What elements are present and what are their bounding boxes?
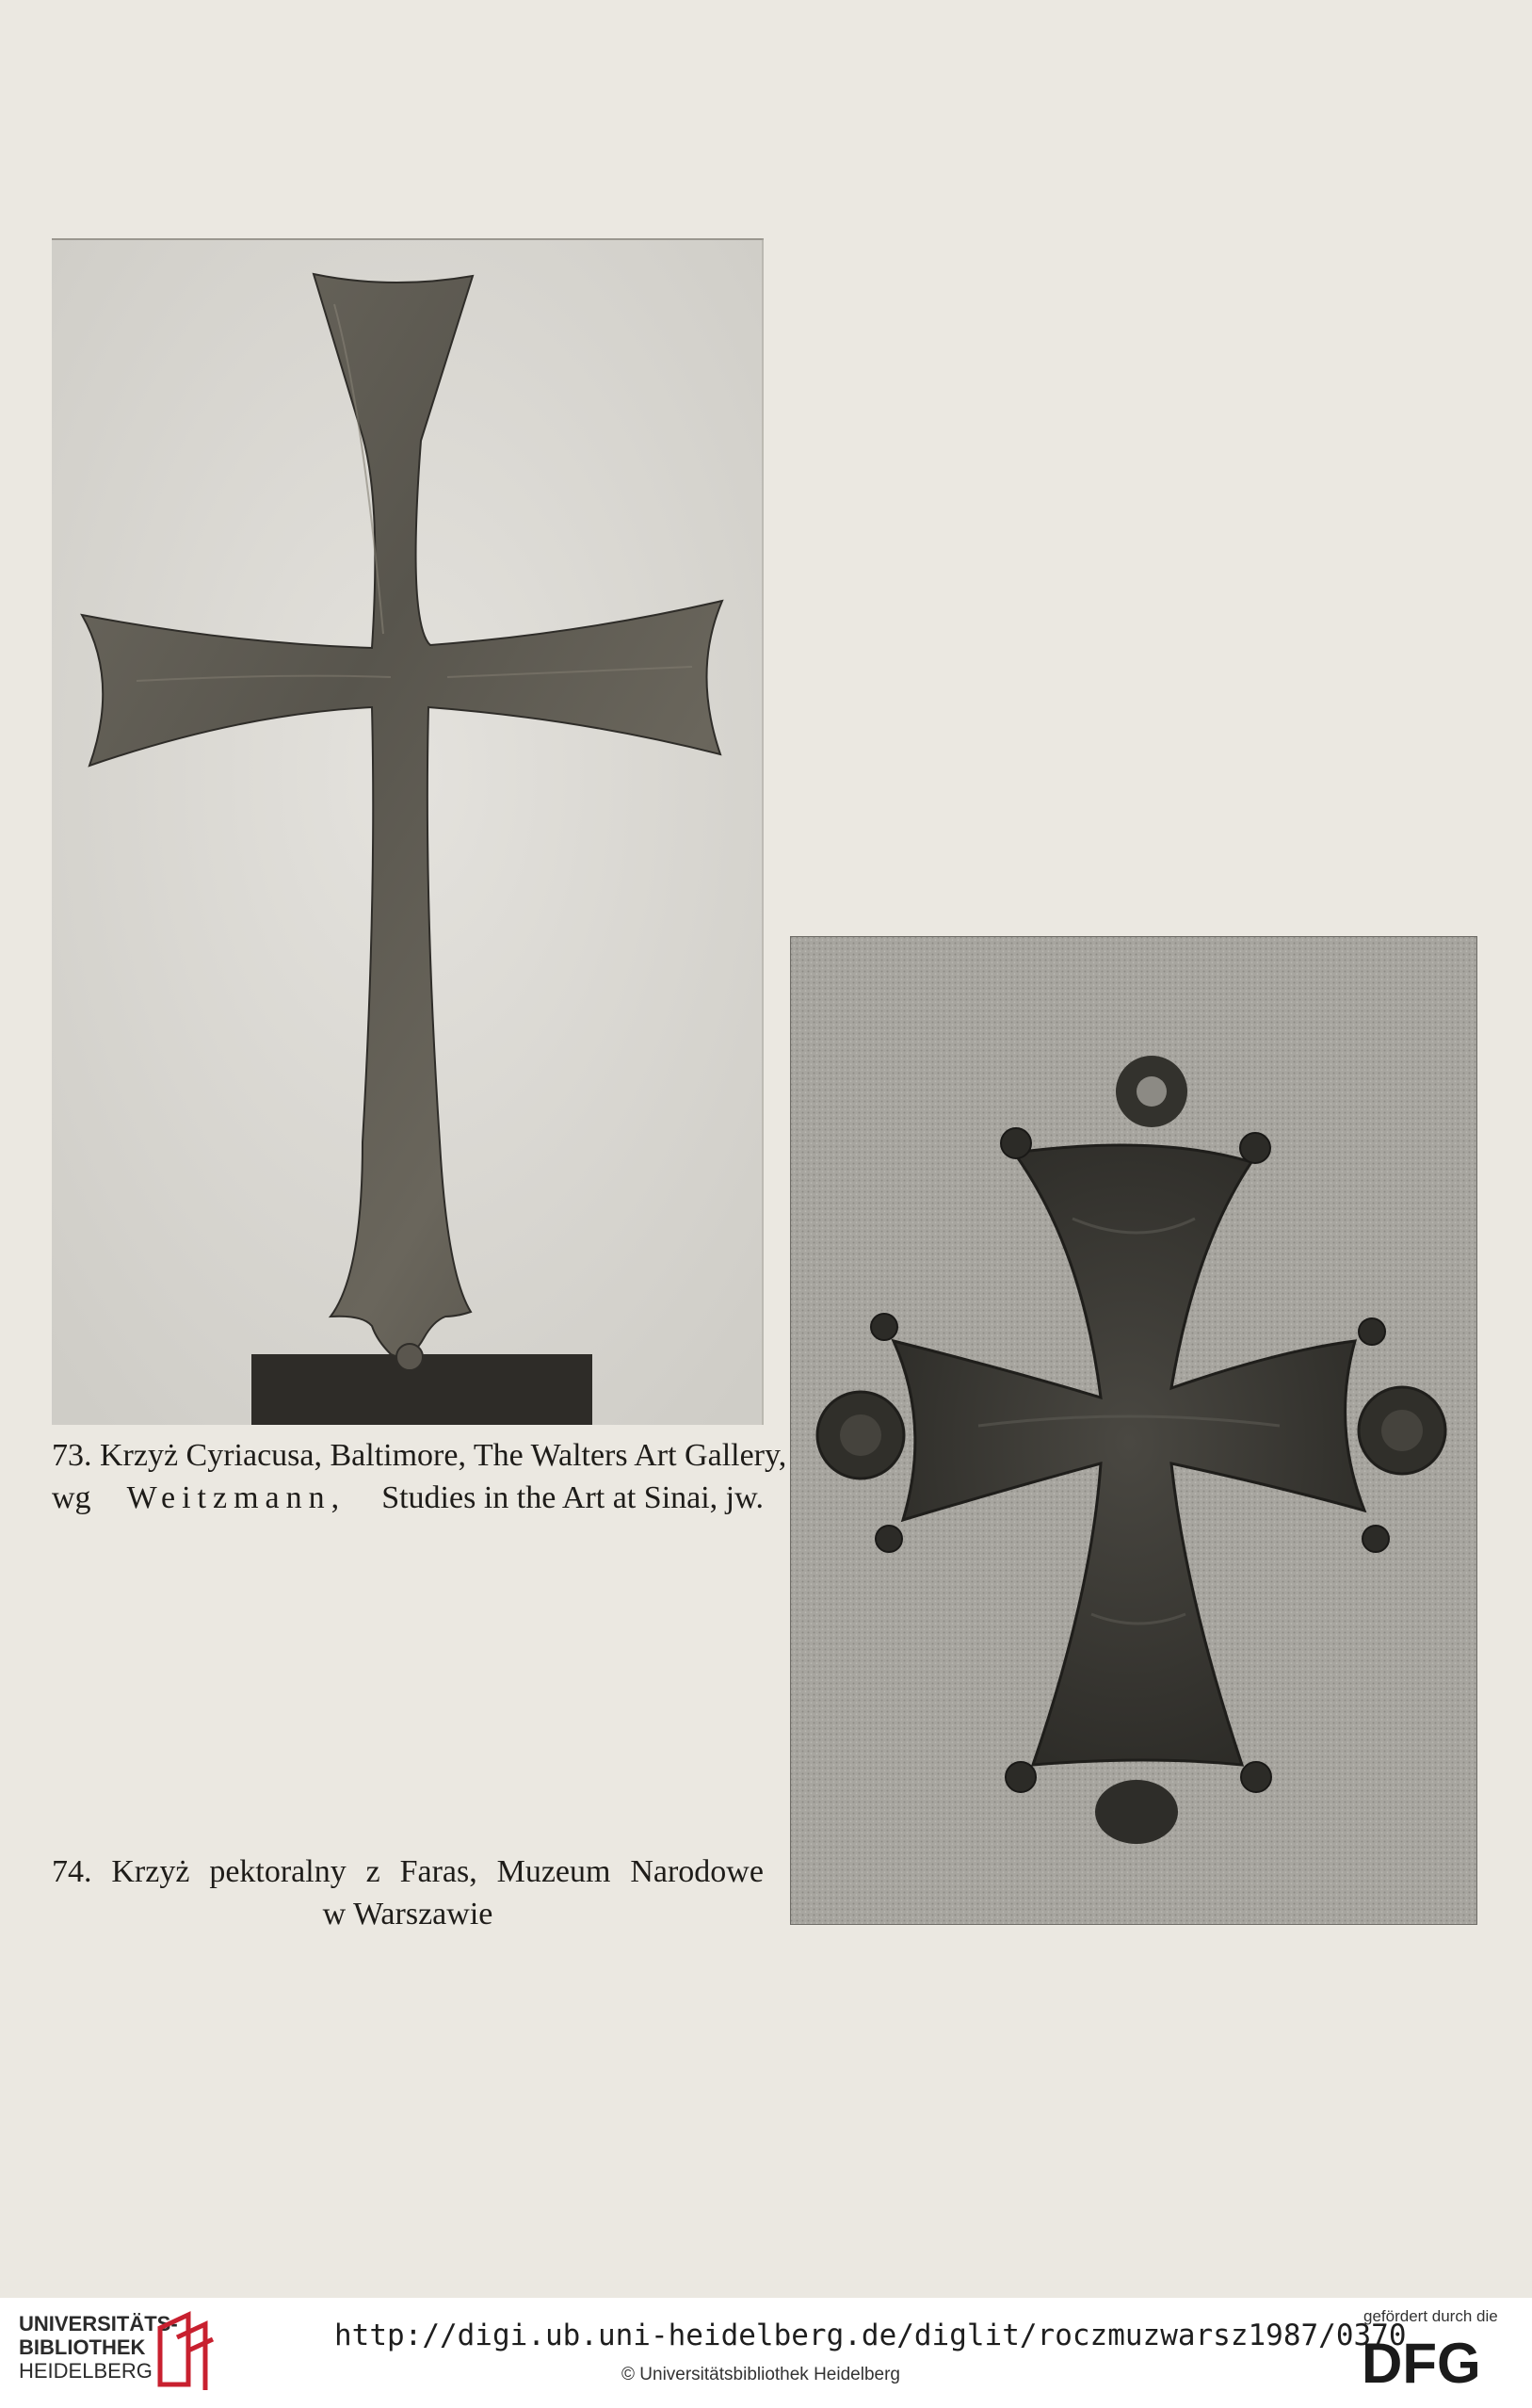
caption-74-word: Narodowe bbox=[630, 1854, 764, 1889]
cross-74-top-loop bbox=[1116, 1056, 1187, 1127]
caption-figure-74 bbox=[52, 1850, 764, 1935]
copyright-notice: © Universitätsbibliothek Heidelberg bbox=[621, 2365, 900, 2384]
caption-74-word: z bbox=[365, 1854, 380, 1889]
caption-73-line1: 73. Krzyż Cyriacusa, Baltimore, The Walters Art Gallery, bbox=[52, 1438, 787, 1473]
caption-74-line1 bbox=[52, 1850, 764, 1893]
funder-label: gefördert durch die bbox=[1363, 2307, 1498, 2325]
footer-bar bbox=[0, 2298, 1532, 2408]
document-url-link[interactable]: http://digi.ub.uni-heidelberg.de/diglit/roczmuzwarsz1987/0370 bbox=[334, 2319, 1407, 2352]
caption-73-author: Weitzmann, bbox=[126, 1480, 347, 1515]
caption-74-word: pektoralny bbox=[209, 1854, 347, 1889]
library-name-line1: UNIVERSITÄTS- bbox=[19, 2312, 178, 2335]
caption-74-word: 74. bbox=[52, 1854, 92, 1889]
figure-73-photo bbox=[52, 238, 764, 1425]
caption-74-word: Faras, bbox=[399, 1854, 477, 1889]
caption-figure-73 bbox=[52, 1434, 787, 1519]
caption-74-word: Muzeum bbox=[496, 1854, 611, 1889]
library-name-line2: BIBLIOTHEK bbox=[19, 2335, 146, 2359]
figure-74-photo bbox=[790, 936, 1477, 1925]
dfg-logo-text: DFG bbox=[1362, 2334, 1481, 2388]
caption-73-title: Studies in the Art at Sinai, jw. bbox=[381, 1480, 764, 1515]
library-name-line3: HEIDELBERG bbox=[19, 2359, 153, 2383]
caption-74-line2: w Warszawie bbox=[322, 1897, 493, 1931]
dfg-logo[interactable] bbox=[1362, 2334, 1512, 2388]
caption-73-line2 bbox=[52, 1477, 764, 1519]
caption-73-prefix: wg bbox=[52, 1480, 91, 1515]
caption-74-word: Krzyż bbox=[111, 1854, 190, 1889]
library-logo-icon bbox=[151, 2309, 215, 2390]
